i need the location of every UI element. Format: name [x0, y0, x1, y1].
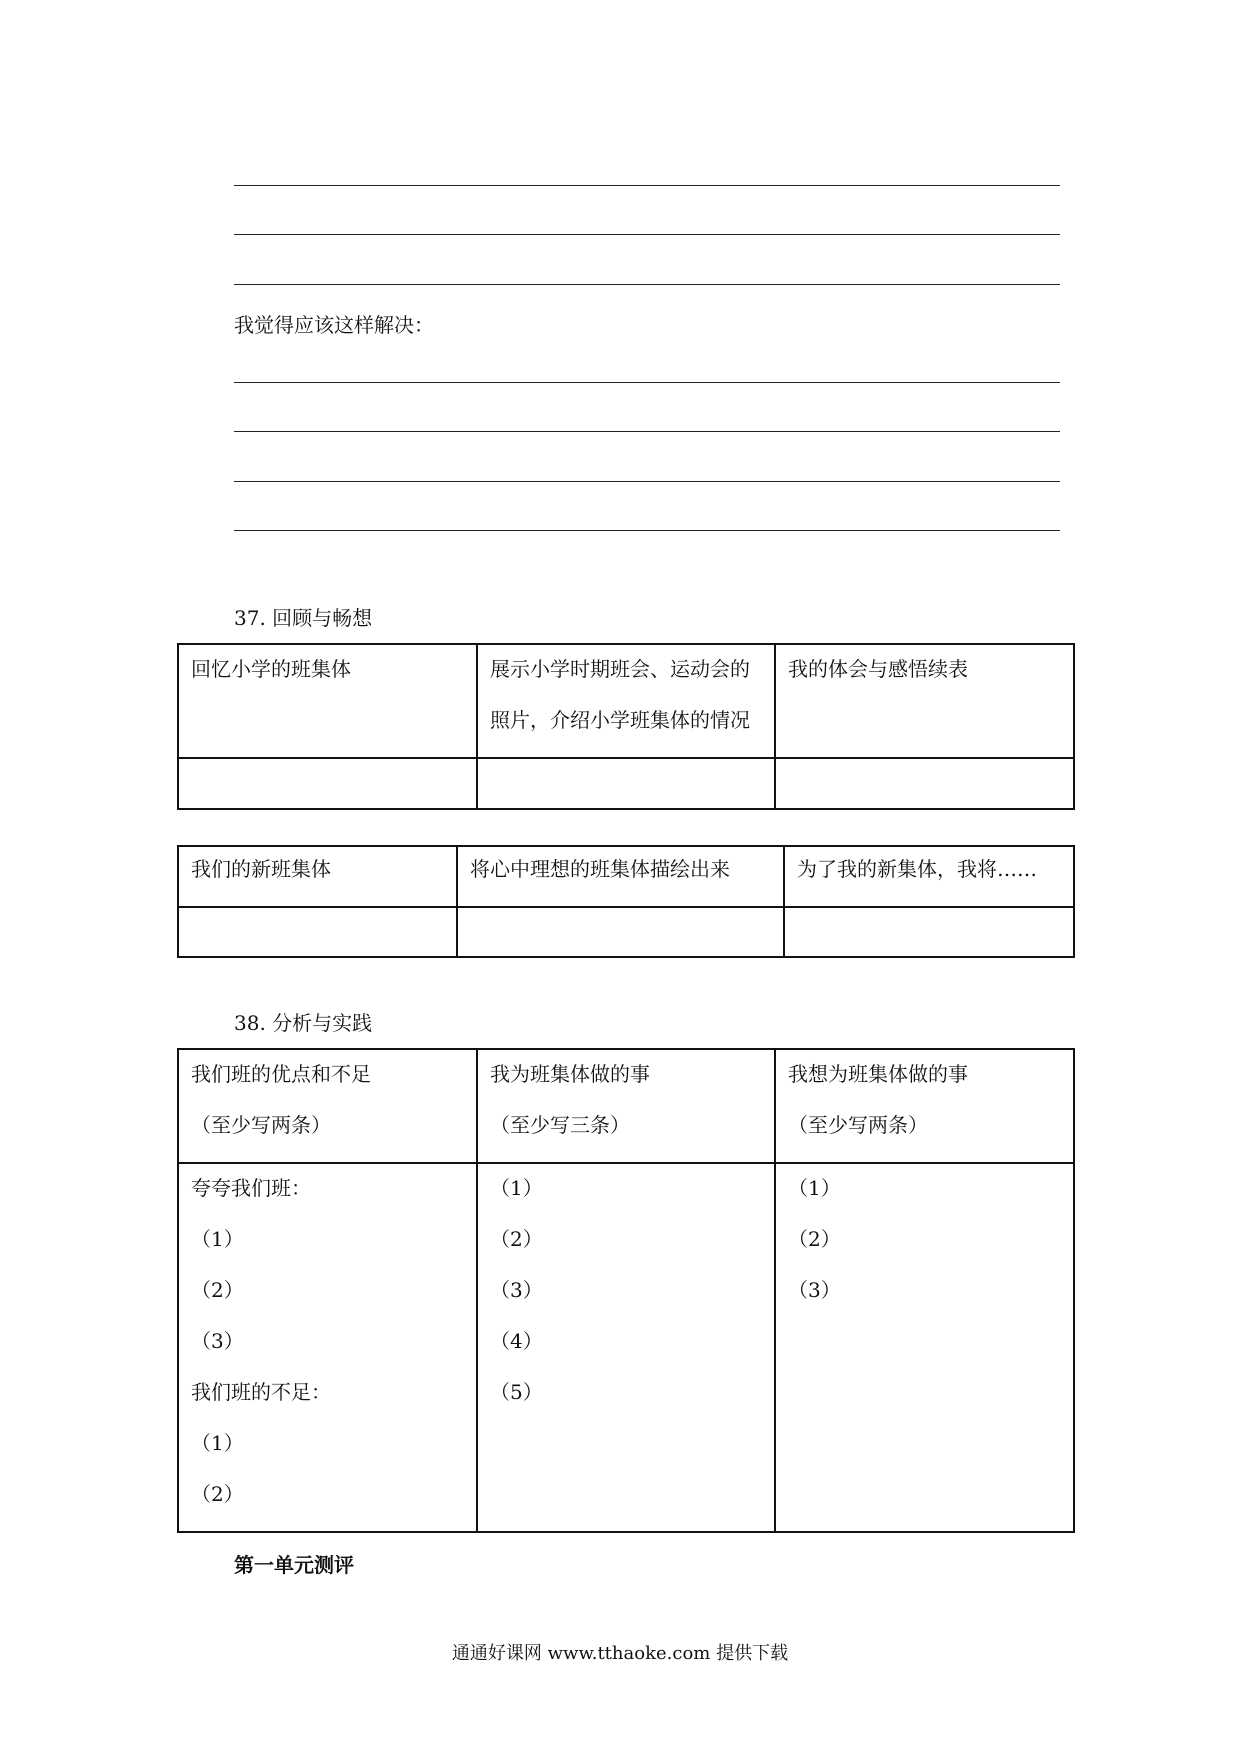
writing-line	[234, 382, 1060, 383]
want-to-do-cell[interactable]	[775, 1163, 1074, 1532]
question-38-heading: 38. 分析与实践	[234, 1011, 373, 1035]
header-cell: 将心中理想的班集体描绘出来	[457, 846, 784, 907]
writing-line	[234, 284, 1060, 285]
answer-cell[interactable]	[775, 758, 1074, 809]
analysis-table	[177, 1048, 1075, 1533]
list-item: （4）	[490, 1329, 543, 1353]
writing-line	[234, 530, 1060, 531]
writing-line	[234, 481, 1060, 482]
list-item: （5）	[490, 1380, 543, 1404]
list-item: （3）	[490, 1278, 543, 1302]
list-item: （1）	[788, 1176, 841, 1200]
answer-cell[interactable]	[784, 907, 1074, 957]
header-cell: 我想为班集体做的事 （至少写两条）	[775, 1049, 1074, 1163]
solution-prompt: 我觉得应该这样解决：	[234, 313, 434, 337]
list-item: （2）	[490, 1227, 543, 1251]
header-cell: 回忆小学的班集体	[178, 644, 477, 758]
answer-cell[interactable]	[178, 907, 457, 957]
list-item: （1）	[191, 1431, 244, 1455]
list-item: （2）	[788, 1227, 841, 1251]
list-item: 我们班的不足：	[191, 1380, 331, 1404]
writing-line	[234, 185, 1060, 186]
list-item: （3）	[788, 1278, 841, 1302]
header-cell: 展示小学时期班会、运动会的 照片，介绍小学班集体的情况	[477, 644, 775, 758]
list-item: （2）	[191, 1482, 244, 1506]
header-cell: 我们班的优点和不足 （至少写两条）	[178, 1049, 477, 1163]
review-table	[177, 643, 1075, 810]
question-37-heading: 37. 回顾与畅想	[234, 606, 373, 630]
writing-line	[234, 431, 1060, 432]
header-cell: 我为班集体做的事 （至少写三条）	[477, 1049, 775, 1163]
writing-line	[234, 234, 1060, 235]
page-footer: 通通好课网 www.tthaoke.com 提供下载	[451, 1643, 789, 1664]
new-class-table	[177, 845, 1075, 958]
list-item: （1）	[490, 1176, 543, 1200]
header-cell: 我的体会与感悟续表	[775, 644, 1074, 758]
done-for-class-cell[interactable]	[477, 1163, 775, 1532]
list-item: （1）	[191, 1227, 244, 1251]
answer-cell[interactable]	[477, 758, 775, 809]
list-item: （2）	[191, 1278, 244, 1302]
header-cell: 为了我的新集体，我将……	[784, 846, 1074, 907]
unit-title: 第一单元测评	[234, 1553, 354, 1577]
list-item: 夸夸我们班：	[191, 1176, 311, 1200]
answer-cell[interactable]	[178, 758, 477, 809]
list-item: （3）	[191, 1329, 244, 1353]
answer-cell[interactable]	[457, 907, 784, 957]
header-cell: 我们的新班集体	[178, 846, 457, 907]
strengths-weaknesses-cell[interactable]	[178, 1163, 477, 1532]
